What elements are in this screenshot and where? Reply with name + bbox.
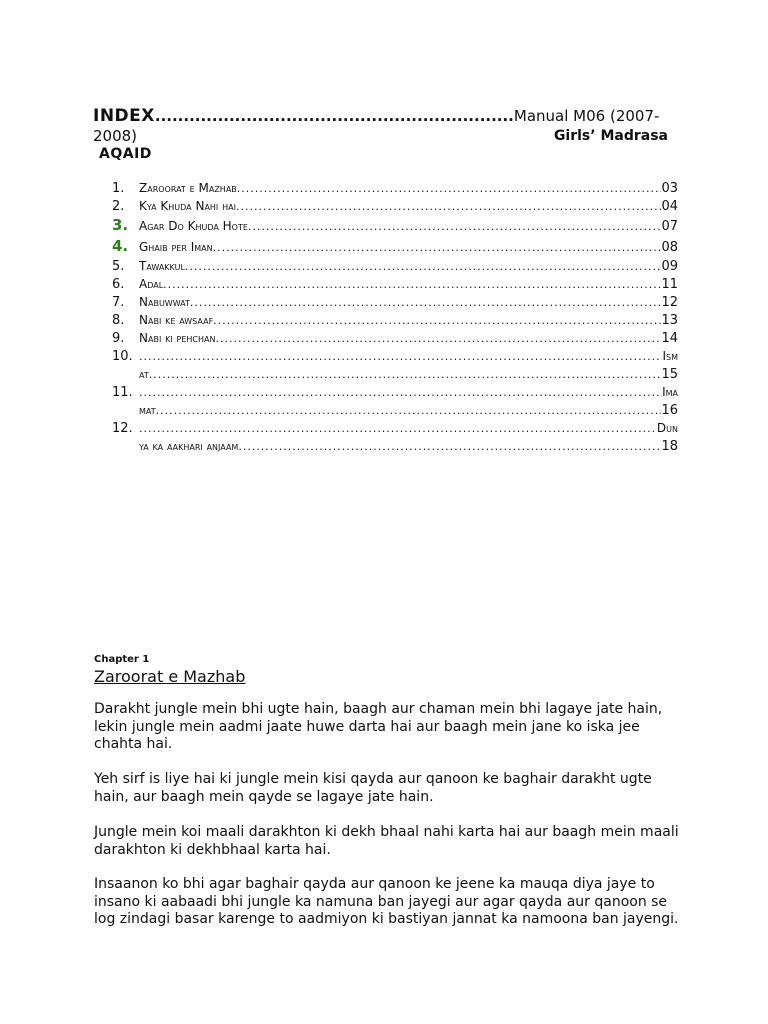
manual-title: Manual M06 (2007-2008) bbox=[93, 107, 660, 145]
toc-page-number: 03 bbox=[661, 181, 678, 196]
toc-entry bbox=[112, 293, 678, 311]
chapter-title: Zaroorat e Mazhab bbox=[94, 667, 246, 686]
body-paragraph: Yeh sirf is liye hai ki jungle mein kisi qayda aur qanoon ke baghair darakht ugte hain, aur baagh mein qayde se lagaye jate hain. bbox=[94, 771, 652, 805]
toc-number: 11. bbox=[112, 385, 133, 400]
body-paragraph: Darakht jungle mein bhi ugte hain, baagh aur chaman mein bhi lagaye jate hain, lekin jungle mein aadmi jaate huwe darta hai aur baagh mein jane ko iska jee chahta hai. bbox=[94, 701, 663, 752]
toc-leader-dots bbox=[248, 216, 662, 237]
toc-page-number: 13 bbox=[661, 313, 678, 328]
toc-number: 2. bbox=[112, 199, 125, 214]
toc-leader-dots bbox=[236, 198, 661, 216]
toc-entry bbox=[112, 383, 678, 401]
toc-number: 7. bbox=[112, 295, 125, 310]
body-paragraph: Jungle mein koi maali darakhton ki dekh bhaal nahi karta hai aur baagh mein maali darakhton ki dekhbhaal karta hai. bbox=[94, 824, 679, 858]
toc-number: 9. bbox=[112, 331, 125, 346]
toc-entry bbox=[112, 215, 678, 236]
toc-leader-dots bbox=[213, 312, 661, 330]
toc-entry bbox=[112, 236, 678, 257]
toc-leader-dots bbox=[190, 294, 662, 312]
chapter-label: Chapter 1 bbox=[94, 654, 150, 665]
toc-number: 5. bbox=[112, 259, 125, 274]
toc-number: 8. bbox=[112, 313, 125, 328]
section-heading: AQAID bbox=[99, 146, 152, 162]
toc-label: ya ka aakhari anjaam bbox=[139, 439, 239, 453]
toc-label: Ghaib per Iman bbox=[139, 240, 213, 254]
index-leader-dots: ............................................................... bbox=[154, 107, 514, 125]
toc-entry-continuation bbox=[112, 437, 678, 455]
toc-leader-dots bbox=[149, 366, 662, 384]
toc-page-number: 12 bbox=[661, 295, 678, 310]
toc-leader-dots bbox=[139, 348, 662, 366]
toc-label: Kya Khuda Nahi hai bbox=[139, 199, 236, 213]
toc-leader-dots bbox=[213, 237, 662, 258]
toc-entry bbox=[112, 329, 678, 347]
toc-leader-dots bbox=[163, 276, 661, 294]
toc-leader-dots bbox=[156, 402, 662, 420]
toc-entry bbox=[112, 257, 678, 275]
toc-label: mat bbox=[139, 403, 156, 417]
toc-entry bbox=[112, 347, 678, 365]
toc-number: 4. bbox=[112, 237, 129, 255]
toc-leader-dots bbox=[139, 420, 657, 438]
toc-page-number: Ism bbox=[662, 349, 678, 363]
toc-page-number: Dun bbox=[656, 421, 678, 435]
toc-page-number: 08 bbox=[661, 240, 678, 255]
toc-entry-continuation bbox=[112, 401, 678, 419]
toc-label: Adal bbox=[139, 277, 164, 291]
toc-page-number: 14 bbox=[661, 331, 678, 346]
toc-leader-dots bbox=[215, 330, 661, 348]
toc-page-number: 16 bbox=[661, 403, 678, 418]
body-paragraph: Insaanon ko bhi agar baghair qayda aur qanoon ke jeene ka mauqa diya jaye to insano ki aabaadi bhi jungle ka namuna ban jayegi aur agar qayda aur qanoon se log zindagi basar karenge to aadmiyon ki bastiyan jannat ka namoona ban jayengi. bbox=[94, 876, 679, 927]
toc-number: 12. bbox=[112, 421, 133, 436]
toc-number: 6. bbox=[112, 277, 125, 292]
toc-page-number: 11 bbox=[661, 277, 678, 292]
toc-label: Zaroorat e Mazhab bbox=[139, 181, 237, 195]
toc-number: 1. bbox=[112, 181, 125, 196]
toc-number: 10. bbox=[112, 349, 133, 364]
toc-page-number: 09 bbox=[661, 259, 678, 274]
toc-leader-dots bbox=[139, 384, 662, 402]
toc-entry bbox=[112, 179, 678, 197]
toc-page-number: 07 bbox=[661, 219, 678, 234]
toc-label: Nabi ki pehchan bbox=[139, 331, 216, 345]
toc-leader-dots bbox=[185, 258, 662, 276]
toc-page-number: 15 bbox=[661, 367, 678, 382]
toc-page-number: 18 bbox=[661, 439, 678, 454]
table-of-contents bbox=[112, 179, 678, 455]
toc-entry bbox=[112, 419, 678, 437]
toc-entry-continuation bbox=[112, 365, 678, 383]
toc-label: Tawakkul bbox=[139, 259, 185, 273]
toc-entry bbox=[112, 275, 678, 293]
toc-number: 3. bbox=[112, 216, 129, 234]
toc-page-number: Ima bbox=[662, 385, 678, 399]
toc-page-number: 04 bbox=[661, 199, 678, 214]
toc-entry bbox=[112, 197, 678, 215]
toc-label: Agar Do Khuda Hote bbox=[139, 219, 248, 233]
toc-label: at bbox=[139, 367, 149, 381]
toc-leader-dots bbox=[238, 438, 661, 456]
index-title: INDEX bbox=[93, 106, 155, 126]
toc-label: Nabi ke awsaaf bbox=[139, 313, 214, 327]
toc-entry bbox=[112, 311, 678, 329]
subtitle: Girls’ Madrasa bbox=[553, 128, 668, 144]
toc-leader-dots bbox=[237, 180, 662, 198]
toc-label: Nabuwwat bbox=[139, 295, 190, 309]
